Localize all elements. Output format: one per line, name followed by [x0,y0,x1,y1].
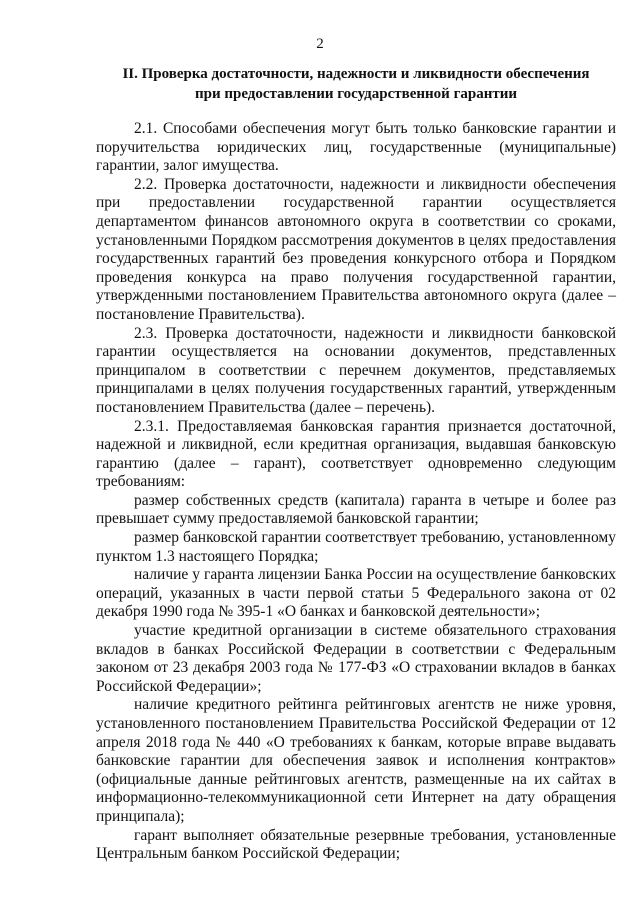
section-heading-line-1: II. Проверка достаточности, надежности и ликвидности обеспечения [122,66,590,82]
requirement-reserves: гарант выполняет обязательные резервные требования, установленные Центральным банком Российской Федерации; [96,826,616,863]
requirement-deposit-insurance: участие кредитной организации в системе обязательного страхования вкладов в банках Российской Федерации в соответствии с Федеральным законом от 23 декабря 2003 года № 177-ФЗ «О страховании вкладов в банках Российской Федерации»; [96,622,616,695]
paragraph-2-2: 2.2. Проверка достаточности, надежности и ликвидности обеспечения при предоставлении государственной гарантии осуществляется департаментом финансов автономного округа в соответствии со сроками, установленными Порядком рассмотрения документов в целях предоставления государственных гарантий без проведения конкурсного отбора и Порядком проведения конкурса на право получения государственной гарантии, утвержденными постановлением Правительства автономного округа (далее – постановление Правительства). [96,175,616,323]
requirement-guarantee-size: размер банковской гарантии соответствует требованию, установленному пунктом 1.3 настоящего Порядка; [96,529,616,565]
paragraph-2-3-1: 2.3.1. Предоставляемая банковская гарантия признается достаточной, надежной и ликвидной, если кредитная организация, выдавшая банковскую гарантию (далее – гарант), соответствует одновременно следующим требованиям: [96,417,616,491]
section-heading [96,64,616,104]
paragraph-2-3: 2.3. Проверка достаточности, надежности и ликвидности банковской гарантии осуществляется на основании документов, представленных принципалом в соответствии с перечнем документов, представляемых принципалами в целях получения государственных гарантий, утвержденным постановлением Правительства (далее – перечень). [96,324,616,416]
paragraph-2-1: 2.1. Способами обеспечения могут быть только банковские гарантии и поручительства юридических лиц, государственные (муниципальные) гарантии, залог имущества. [96,120,616,175]
requirement-capital: размер собственных средств (капитала) гаранта в четыре и более раз превышает сумму предоставляемой банковской гарантии; [96,491,616,528]
section-heading-line-2: при предоставлении государственной гарантии [194,86,518,102]
requirement-license: наличие у гаранта лицензии Банка России на осуществление банковских операций, указанных в части первой статьи 5 Федерального закона от 02 декабря 1990 года № 395-1 «О банках и банковской деятельности»; [96,566,616,621]
page-number: 2 [316,36,324,52]
document-body [96,120,616,864]
requirement-credit-rating: наличие кредитного рейтинга рейтинговых агентств не ниже уровня, установленного постановлением Правительства Российской Федерации от 12 апреля 2018 года № 440 «О требованиях к банкам, которые вправе выдавать банковские гарантии для обеспечения заявок и исполнения контрактов» (официальные данные рейтинговых агентств, размещенные на их сайтах в информационно-телекоммуникационной сети Интернет на дату обращения принципала); [96,696,616,825]
